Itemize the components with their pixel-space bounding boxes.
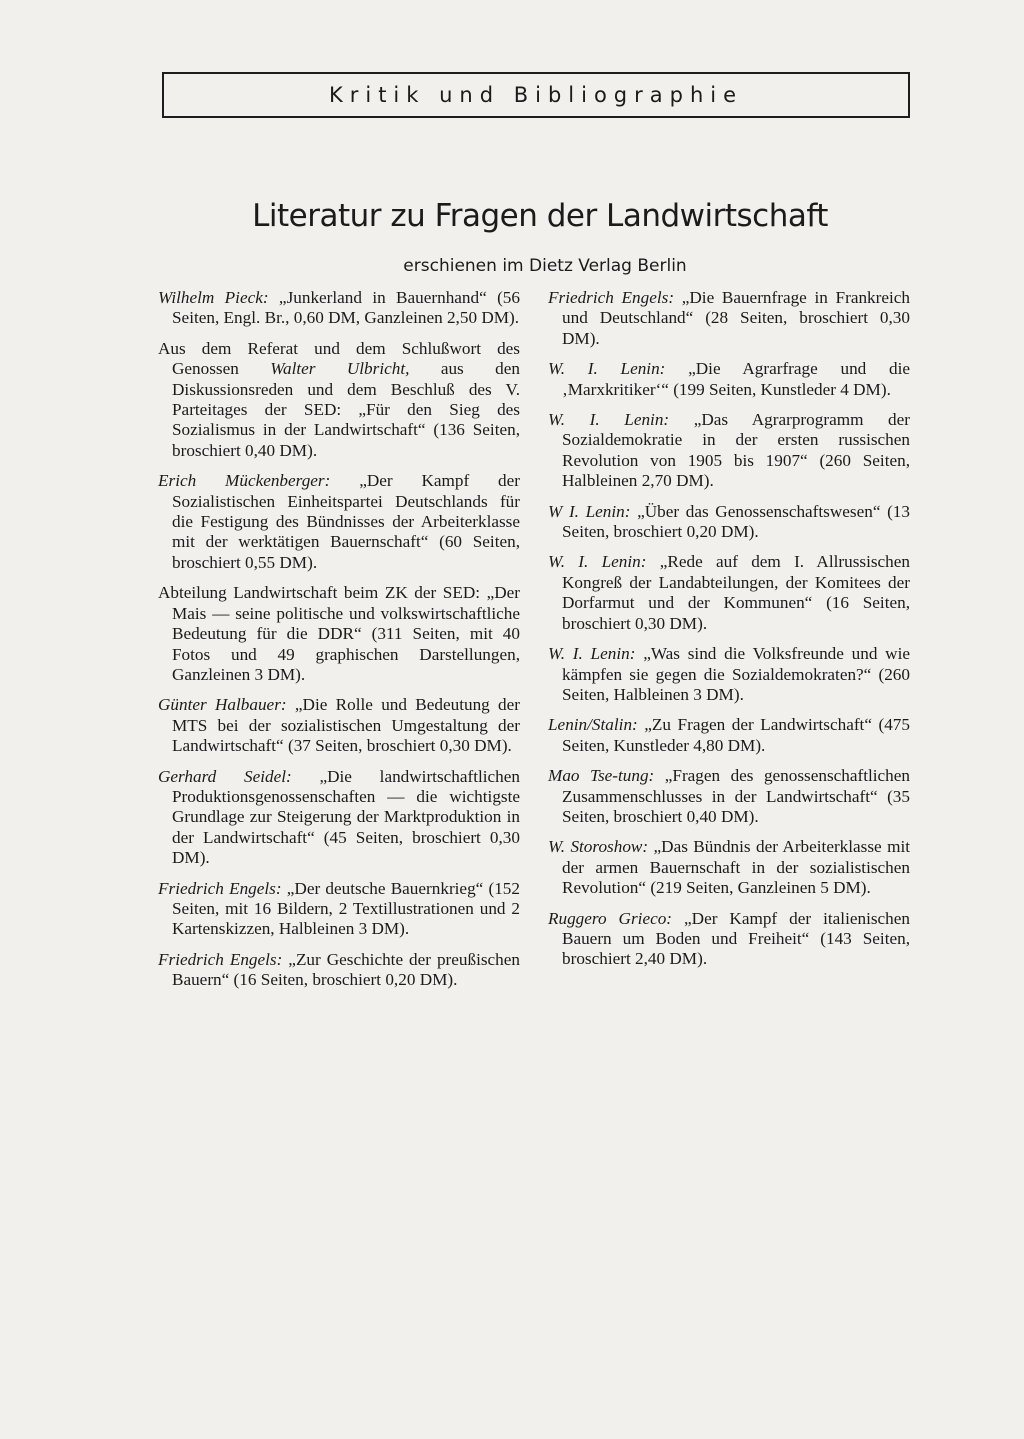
left-column — [158, 288, 520, 1001]
bibliography-entry — [548, 766, 910, 827]
entry-author: Gerhard Seidel: — [158, 766, 292, 786]
entry-author: W. I. Lenin: — [548, 359, 666, 379]
entry-text: „Zu Fragen der Landwirtschaft“ (475 Seiten, Kunstleder 4,80 DM). — [562, 715, 910, 755]
entry-author: W. I. Lenin: — [548, 410, 670, 430]
entry-author: Ruggero Grieco: — [548, 908, 673, 928]
bibliography-entry — [548, 715, 910, 756]
bibliography-entry — [158, 471, 520, 573]
section-header-label: Kritik und Bibliographie — [328, 83, 744, 107]
entry-author: Erich Mückenberger: — [158, 471, 331, 491]
entry-text: „Der deutsche Bauernkrieg“ (152 Seiten, mit 16 Bildern, 2 Textillustrationen und 2 Kartenskizzen, Halbleinen 3 DM). — [172, 878, 520, 939]
entry-text: „Der Kampf der italienischen Bauern um Boden und Freiheit“ (143 Seiten, broschiert 2,40 DM). — [562, 908, 910, 969]
entry-text: „Was sind die Volksfreunde und wie kämpfen sie gegen die Sozialdemokraten?“ (260 Seiten, Halbleinen 3 DM). — [562, 644, 910, 704]
bibliography-entry — [158, 695, 520, 756]
entry-text: „Die Agrarfrage und die ‚Marxkritiker‘“ (199 Seiten, Kunstleder 4 DM). — [562, 359, 910, 399]
entry-author: Günter Halbauer: — [158, 695, 287, 715]
entry-author: Friedrich Engels: — [158, 949, 283, 969]
bibliography-entry — [548, 288, 910, 349]
entry-text: „Junkerland in Bauernhand“ (56 Seiten, Engl. Br., 0,60 DM, Ganzleinen 2,50 DM). — [172, 288, 520, 328]
bibliography-entry — [548, 410, 910, 492]
entry-text: „Die Rolle und Bedeutung der MTS bei der sozialistischen Umgestaltung der Landwirtschaft“ (37 Seiten, broschiert 0,30 DM). — [172, 695, 521, 756]
bibliography-entry — [158, 950, 520, 991]
bibliography-entry — [548, 909, 910, 970]
entry-text: „Das Agrarprogramm der Sozialdemokratie in der ersten russischen Revolution von 1905 bis 1907“ (260 Seiten, Halbleinen 2,70 DM). — [562, 410, 910, 491]
entry-text: „Die landwirtschaftlichen Produktionsgenossenschaften — die wichtigste Grundlage zur Steigerung der Marktproduktion in der Landwirtschaft“ (45 Seiten, broschiert 0,30 DM). — [172, 766, 520, 868]
entry-author: Friedrich Engels: — [158, 878, 282, 898]
bibliography-entry — [548, 644, 910, 705]
entry-author: W I. Lenin: — [548, 501, 631, 521]
entry-text: aus den Diskussionsreden und dem Beschluß des V. Parteitages der SED: „Für den Sieg des Sozialismus in der Landwirtschaft“ (136 Seiten, broschiert 0,40 DM). — [172, 359, 520, 460]
entry-text: „Das Bündnis der Arbeiterklasse mit der armen Bauernschaft in der sozialistischen Revolution“ (219 Seiten, Ganzleinen 5 DM). — [562, 837, 910, 898]
entry-text: „Der Kampf der Sozialistischen Einheitspartei Deutschlands für die Festigung des Bündnisses der Arbeiterklasse mit der werktätigen Bauernschaft“ (60 Seiten, broschiert 0,55 DM). — [172, 471, 520, 572]
bibliography-entry — [158, 288, 520, 329]
entry-author: Friedrich Engels: — [548, 288, 675, 307]
bibliography-entry — [548, 837, 910, 898]
entry-text: „Die Bauernfrage in Frankreich und Deutschland“ (28 Seiten, broschiert 0,30 DM). — [562, 288, 910, 348]
page-subtitle: erschienen im Dietz Verlag Berlin — [403, 256, 687, 276]
bibliography-entry — [548, 552, 910, 634]
bibliography-entry — [158, 583, 520, 685]
bibliography-entry — [548, 502, 910, 543]
entry-text: „Über das Genossenschaftswesen“ (13 Seiten, broschiert 0,20 DM). — [562, 501, 910, 542]
entry-author: Wilhelm Pieck: — [158, 288, 269, 307]
section-header — [162, 72, 910, 118]
entry-text: „Fragen des genossenschaftlichen Zusammenschlusses in der Landwirtschaft“ (35 Seiten, broschiert 0,40 DM). — [562, 766, 910, 826]
page-title: Literatur zu Fragen der Landwirtschaft — [252, 198, 828, 234]
right-column — [548, 288, 910, 980]
bibliography-entry — [158, 767, 520, 869]
entry-text: Aus dem Referat und dem Schlußwort des Genossen — [158, 338, 520, 379]
bibliography-entry — [158, 339, 520, 461]
entry-author: Lenin/Stalin: — [548, 715, 638, 735]
entry-text: „Zur Geschichte der preußischen Bauern“ (16 Seiten, broschiert 0,20 DM). — [172, 949, 520, 990]
bibliography-entry — [158, 879, 520, 940]
entry-author: Mao Tse-tung: — [548, 766, 655, 786]
entry-text: „Rede auf dem I. Allrussischen Kongreß der Landabteilungen, der Komitees der Dorfarmut und der Kommunen“ (16 Seiten, broschiert 0,30 DM). — [562, 552, 910, 633]
entry-text: Abteilung Landwirtschaft beim ZK der SED: „Der Mais — seine politische und volkswirtschaftliche Bedeutung für die DDR“ (311 Seiten, mit 40 Fotos und 49 graphischen Darstellungen, Ganzleinen 3 DM). — [158, 583, 520, 684]
entry-author: Walter Ulbricht, — [270, 359, 410, 379]
entry-author: W. Storoshow: — [548, 837, 649, 857]
entry-author: W. I. Lenin: — [548, 644, 636, 664]
entry-author: W. I. Lenin: — [548, 552, 647, 572]
bibliography-entry — [548, 359, 910, 400]
